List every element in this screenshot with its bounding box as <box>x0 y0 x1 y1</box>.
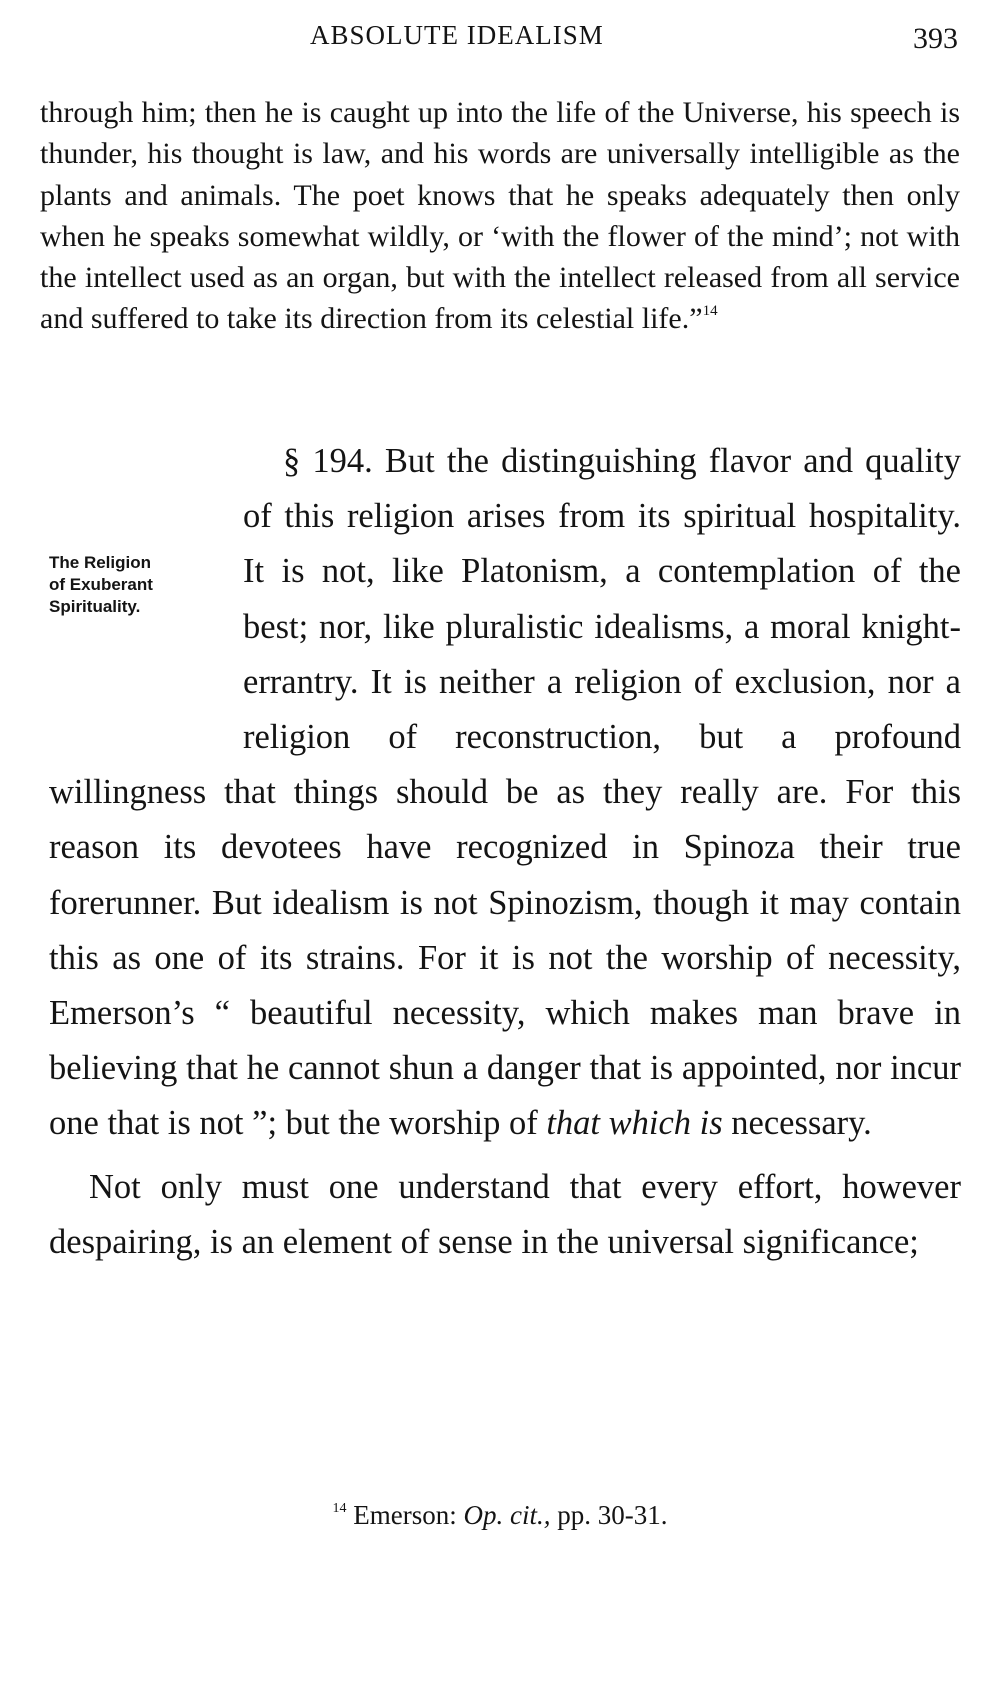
running-title: ABSOLUTE IDEALISM <box>310 20 604 50</box>
footnote-work: Op. cit., <box>463 1500 551 1530</box>
section-194-italic: that which is <box>546 1104 723 1143</box>
footnote-pages: pp. 30-31. <box>557 1500 668 1530</box>
second-paragraph <box>49 1160 961 1270</box>
marginal-note-line-3: Spirituality. <box>49 597 141 616</box>
footnote-reference: 14 <box>702 303 718 320</box>
section-194-text: § 194. But the distinguishing flavor and quality of this religion arises from its spiritual hospitality. It is not, like Platonism, a contemplation of the best; nor, like pluralistic idealisms, a moral knight-errantry. It is neither a religion of exclusion, nor a religion of reconstruction, but a profound willingness that things should be as they really are. For this reason its devotees have recognized in Spinoza their true forerunner. But idealism is not Spinozism, though it may contain this as one of its strains. For it is not the worship of necessity, Emerson’s “ beautiful necessity, which makes man brave in believing that he cannot shun a danger that is appointed, nor incur one that is not ”; but the worship of <box>49 442 961 1143</box>
section-194-ending: necessary. <box>731 1104 872 1143</box>
footnote-number: 14 <box>332 1501 347 1516</box>
footnote <box>0 1500 1000 1531</box>
running-head <box>0 20 1000 60</box>
quotation-paragraph <box>40 92 960 340</box>
quotation-text: through him; then he is caught up into the life of the Universe, his speech is thunder, his thought is law, and his words are universally intelligible as the plants and animals. The poet knows that he speaks adequately then only when he speaks somewhat wildly, or ‘with the flower of the mind’; not with the intellect used as an organ, but with the intellect released from all service and suffered to take its direction from its celestial life.” <box>40 96 960 336</box>
section-194-paragraph <box>49 434 961 1152</box>
second-paragraph-text: Not only must one understand that every effort, however despairing, is an element of sense in the universal significance; <box>49 1167 961 1261</box>
marginal-note-line-2: of Exuberant <box>49 575 153 594</box>
continued-quotation <box>40 92 960 340</box>
page-number: 393 <box>913 22 958 55</box>
marginal-note-line-1: The Religion <box>49 553 151 572</box>
main-text <box>49 434 961 1270</box>
footnote-author: Emerson: <box>353 1500 457 1530</box>
marginal-note <box>49 552 235 718</box>
